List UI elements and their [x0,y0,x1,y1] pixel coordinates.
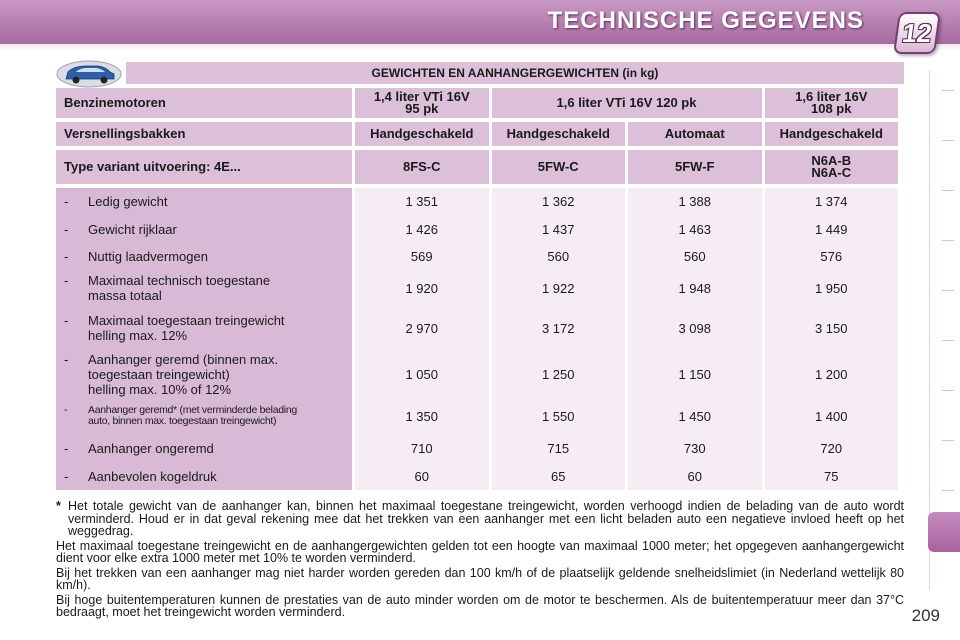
banner-edge [0,44,960,50]
value-cell: 710 [355,434,489,462]
engine-cell: 1,6 liter VTi 16V 120 pk [492,88,762,118]
row-label: - Aanbevolen kogeldruk [56,462,352,490]
row-label: - Aanhanger ongeremd [56,434,352,462]
value-cell: 1 950 [765,270,899,306]
value-cell: 60 [628,462,762,490]
value-cell: 2 970 [355,306,489,350]
engine-cell: 1,6 liter 16V 108 pk [765,88,899,118]
variant-cell: 5FW-F [628,150,762,184]
gearbox-cell: Handgeschakeld [492,122,626,146]
value-cell: 1 426 [355,215,489,243]
chapter-number: 12 [900,17,934,48]
value-cell: 1 200 [765,350,899,398]
value-cell: 715 [492,434,626,462]
table-row [56,350,898,398]
value-cell: 560 [628,243,762,270]
footnotes [56,500,904,621]
side-tab-mark [942,490,954,491]
value-cell: 1 350 [355,398,489,434]
value-cell: 1 450 [628,398,762,434]
table-row [56,243,898,270]
table-row [56,398,898,434]
engine-cell: 1,4 liter VTi 16V 95 pk [355,88,489,118]
table-row [56,215,898,243]
gearbox-cell: Handgeschakeld [765,122,899,146]
side-tab-mark [942,190,954,191]
row-label: - Nuttig laadvermogen [56,243,352,270]
value-cell: 1 250 [492,350,626,398]
gearbox-cell: Automaat [628,122,762,146]
gearbox-row [56,122,898,146]
value-cell: 60 [355,462,489,490]
value-cell: 1 550 [492,398,626,434]
page-title: TECHNISCHE GEGEVENS [547,7,864,34]
value-cell: 1 150 [628,350,762,398]
gearbox-label: Versnellingsbakken [56,122,352,146]
value-cell: 1 362 [492,188,626,215]
table-row [56,462,898,490]
value-cell: 75 [765,462,899,490]
variant-cell: 5FW-C [492,150,626,184]
value-cell: 576 [765,243,899,270]
row-label: - Aanhanger geremd* (met verminderde belading auto, binnen max. toegestaan treingewicht) [56,398,352,434]
side-tab-mark [942,340,954,341]
value-cell: 3 150 [765,306,899,350]
side-tab-active[interactable] [928,512,960,552]
footnote-text: Het maximaal toegestane treingewicht en de aanhangergewichten gelden tot een hoogte van maximaal 1000 meter; het opgegeven aanhangergewicht dient voor elke extra 1000 meter met 10% te worden verminderd. [56,538,904,565]
value-cell: 1 437 [492,215,626,243]
variant-cell: N6A-B N6A-C [765,150,899,184]
side-tab-mark [942,290,954,291]
row-label: - Maximaal technisch toegestane massa totaal [56,270,352,306]
value-cell: 1 388 [628,188,762,215]
car-icon [56,60,122,88]
footnote-star: * Het totale gewicht van de aanhanger kan, binnen het maximaal toegestane treingewicht, worden verhoogd indien de belading van de auto wordt verminderd. Houd er in dat geval rekening mee dat het trekken van een aanhanger met een licht beladen auto een negatieve invloed heeft op het weggedrag. [56,499,904,538]
value-cell: 1 463 [628,215,762,243]
engine-label: Benzinemotoren [56,88,352,118]
value-cell: 569 [355,243,489,270]
value-cell: 1 351 [355,188,489,215]
side-tab-mark [942,440,954,441]
table-row [56,434,898,462]
variant-cell: 8FS-C [355,150,489,184]
footnote-text: Bij hoge buitentemperaturen kunnen de prestaties van de auto minder worden om de motor te beschermen. Als de buitentemperatuur meer dan 37°C bedraagt, moet het treingewicht worden verminderd. [56,592,904,619]
value-cell: 3 172 [492,306,626,350]
value-cell: 1 050 [355,350,489,398]
engine-row [56,88,898,118]
value-cell: 3 098 [628,306,762,350]
value-cell: 1 920 [355,270,489,306]
weights-table [53,88,901,490]
row-label: - Aanhanger geremd (binnen max. toegestaan treingewicht) helling max. 10% of 12% [56,350,352,398]
table-title: GEWICHTEN EN AANHANGERGEWICHTEN (in kg) [126,62,904,84]
footnote-text: Het totale gewicht van de aanhanger kan, binnen het maximaal toegestane treingewicht, worden verhoogd indien de belading van de auto wordt verminderd. Houd er in dat geval rekening mee dat het trekken van een aanhanger met een licht beladen auto een negatieve invloed heeft op het weggedrag. [68,499,904,538]
value-cell: 1 400 [765,398,899,434]
table-row [56,306,898,350]
value-cell: 720 [765,434,899,462]
variant-row [56,150,898,184]
value-cell: 1 374 [765,188,899,215]
side-tab-mark [942,90,954,91]
chapter-badge [893,12,941,54]
gearbox-cell: Handgeschakeld [355,122,489,146]
side-tab-mark [942,140,954,141]
table-row [56,188,898,215]
value-cell: 1 449 [765,215,899,243]
variant-label: Type variant uitvoering: 4E... [56,150,352,184]
value-cell: 1 948 [628,270,762,306]
value-cell: 560 [492,243,626,270]
side-tab-mark [942,390,954,391]
row-label: - Ledig gewicht [56,188,352,215]
value-cell: 1 922 [492,270,626,306]
row-label: - Maximaal toegestaan treingewicht helling max. 12% [56,306,352,350]
page-number: 209 [911,606,940,625]
table-row [56,270,898,306]
footnote-text: Bij het trekken van een aanhanger mag niet harder worden gereden dan 100 km/h of de plaatselijk geldende snelheidslimiet (in Nederland wettelijk 80 km/h). [56,565,904,592]
value-cell: 65 [492,462,626,490]
side-tab-mark [942,240,954,241]
value-cell: 730 [628,434,762,462]
row-label: - Gewicht rijklaar [56,215,352,243]
